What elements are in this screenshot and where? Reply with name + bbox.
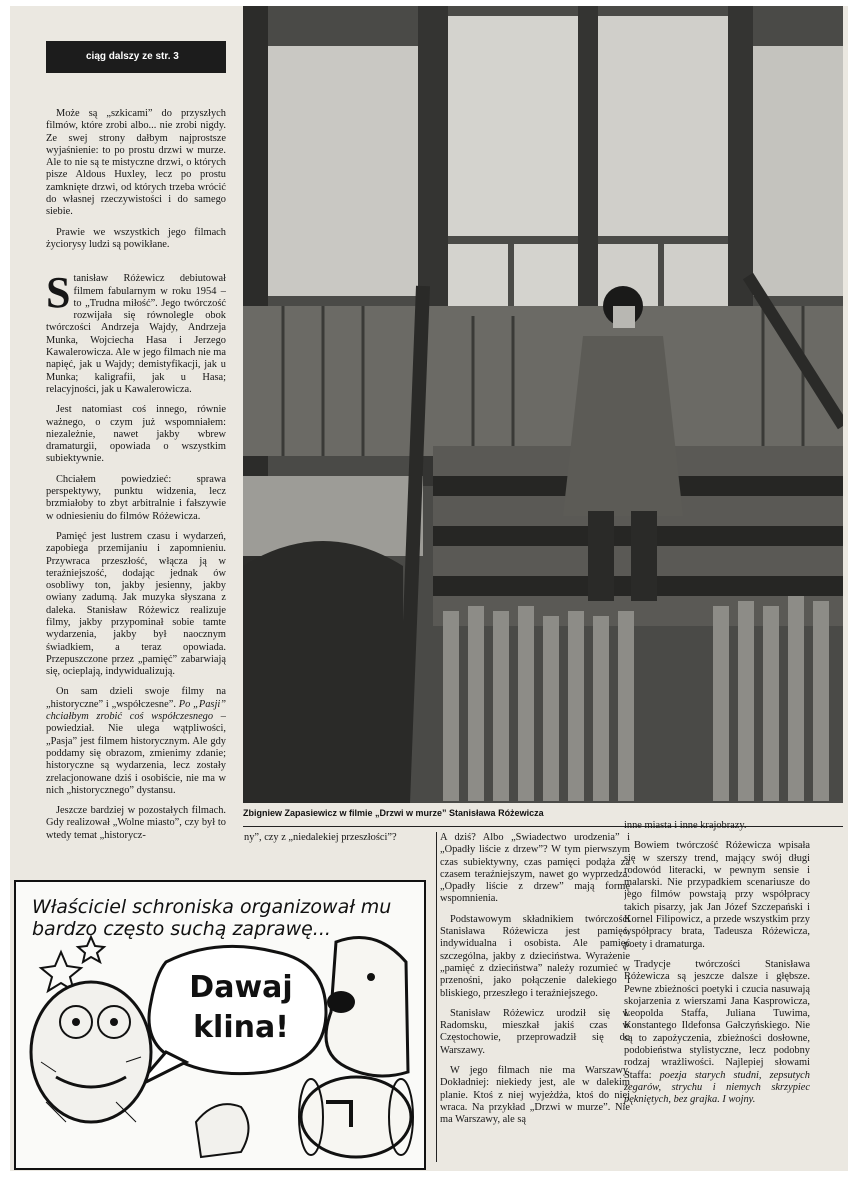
paragraph: Pamięć jest lustrem czasu i wydarzeń, zapobiega przemijaniu i zapomnieniu. Przywraca przeszłość, włącza ją w teraźniejszość, dodając jednak ów osobliwy ton, jakby jesienny, jakby owiany zadumą. Jak muzyka słyszana z daleka. Stanisław Różewicz realizuje filmy, jakby przypominał sobie tamte wydarzenia, jakby był naocznym świadkiem, a teraz opowiada. Przepuszczone przez „pamięć” zabarwiają się, ocieplają, indywidualizują.: [46, 530, 226, 678]
paragraph: A dziś? Albo „Świadectwo urodzenia” i „Opadły liście z drzew”? W tym pierwszym czas subiektywny, czas pamięci podąża za czasem teraźniejszym, nawet go wyprzedza. „Opadły liście z drzew” mają formę wspomnienia.: [440, 832, 630, 905]
photo-caption: Zbigniew Zapasiewicz w filmie „Drzwi w murze” Stanisława Różewicza: [243, 808, 544, 818]
paragraph-text: – powiedział. Nie ulega wątpliwości, „Pasja” jest filmem historycznym. Ale gdy poddamy się obrazom, zmienimy zdanie; historyczne są wydarzenia, lecz zostały zrelacjonowane dziś i osobiście, nie ma w nich „historycznego” dystansu.: [46, 711, 226, 796]
paragraph: Jeszcze bardziej w pozostałych filmach. Gdy realizował „Wolne miasto”, czy był to wtedy temat „historycz-: [46, 805, 226, 841]
article-column-4: [624, 820, 810, 1130]
speech-bubble-line-1: Dawaj: [189, 970, 293, 1005]
article-column-2: [244, 832, 452, 852]
paragraph-text: tanisław Różewicz debiutował filmem fabularnym w roku 1954 – to „Trudna miłość”. Jego twórczość rozwijała się równolegle obok twórczości Andrzeja Wajdy, Andrzeja Munka, Wojciecha Hasa i Jerzego Kawalerowicza. Ale w jego filmach nie ma napięć, jak u Wajdy; demistyfikacji, jak u Munka; kaligrafii, jak u Hasa; relacyjności, jak u Kawalerowicza.: [46, 273, 226, 395]
paragraph-text: Tradycje twórczości Stanisława Różewicza są jeszcze dalsze i głębsze. Pewne zbieżności poetyki i czucia nasuwają skojarzenia z wierszami Jana Kasprowicza, Leopolda Staffa, Juliana Tuwima, Konstantego Ildefonsa Gałczyńskiego. Nie są to zapożyczenia, zbieżności dosłowne, podobieństwa stylistyczne, lecz podobny rodzaj wrażliwości. Najlepiej słowami Staffa:: [624, 958, 810, 1081]
paragraph: Chciałem powiedzieć: sprawa perspektywy, punktu widzenia, lecz brzmiałoby to zbyt arbitralnie i fałszywie w odniesieniu do filmów Różewicza.: [46, 473, 226, 522]
article-column-1: [46, 108, 226, 848]
paragraph-dropcap: [46, 268, 226, 396]
photo-illustration: [243, 6, 843, 803]
cartoon-panel: [14, 880, 426, 1170]
paragraph: Bowiem twórczość Różewicza wpisała się w szerszy trend, mający swój długi rodowód literacki, w pewnym sensie i malarski. Nie przypadkiem scenariusze do jego filmów powstają przy współpracy takich pisarzy, jak Jan Józef Szczepański i Kornel Filipowicz, a przede wszystkim przy współpracy brata, Tadeusza Różewicza, poety i dramaturga.: [624, 840, 810, 950]
paragraph: [624, 959, 810, 1107]
quote: poezja starych studni, zepsutych zegarów, strychu i niemych skrzypiec pękniętych, bez grajka. I wojny.: [624, 1069, 810, 1106]
paragraph: Jest natomiast coś innego, równie ważnego, o czym już wspomniałem: niezależnie, nawet jakby wbrew dramaturgii, opowiada o wszystkim subiektywnie.: [46, 404, 226, 465]
paragraph: Może są „szkicami” do przyszłych filmów, które zrobi albo... nie zrobi nigdy. Ze swej strony dałbym najprostsze wyjaśnienie: to po prostu drzwi w murze. Ale to nie są te mistyczne drzwi, o których pisze Aldous Huxley, lecz po prostu zamknięte drzwi, od których trzeba wrócić do własnej rzeczywistości i do samego siebie.: [46, 108, 226, 218]
paragraph: Stanisław Różewicz urodził się w Radomsku, mieszkał jakiś czas w Częstochowie, przeprowadził się do Warszawy.: [440, 1007, 630, 1056]
paragraph: Prawie we wszystkich jego filmach życiorysy ludzi są powikłane.: [46, 226, 226, 250]
paragraph: ny”, czy z „niedalekiej przeszłości”?: [244, 832, 397, 843]
paragraph: W jego filmach nie ma Warszawy. Dokładniej: niekiedy jest, ale w dalekim planie. Ktoś z niej wyjeżdża, ktoś do niej wraca. Na przykład „Drzwi w murze”. Nie ma Warszawy, ale są: [440, 1065, 630, 1126]
drop-cap: S: [46, 268, 71, 318]
column-divider: [436, 832, 437, 1162]
continuation-banner: [46, 41, 226, 73]
article-column-3: [440, 832, 630, 1142]
paragraph: inne miasta i inne krajobrazy.: [624, 820, 747, 831]
speech-bubble-line-2: klina!: [193, 1010, 289, 1045]
quote: Po „Pasji” chciałbym zrobić coś współczesnego: [46, 698, 226, 723]
cartoon-caption: Właściciel schroniska organizował mu bardzo często suchą zaprawę...: [32, 896, 392, 940]
paragraph-text: On sam dzieli swoje filmy na „historyczne” i „współczesne”.: [46, 686, 226, 710]
continuation-label: ciąg dalszy ze str. 3: [86, 51, 179, 62]
film-still-photo: [243, 6, 843, 803]
paragraph: [46, 686, 226, 797]
paragraph: Podstawowym składnikiem twórczości Stanisława Różewicza jest pamięć, indywidualna i osobista. Ale pamięć szczególna, jakby z dzieciństwa. Wyrażenie „pamięć z dzieciństwa” należy rozumieć w przenośni, jako połączenie dalekiego i bliskiego, przeszłego i teraźniejszego.: [440, 913, 630, 999]
